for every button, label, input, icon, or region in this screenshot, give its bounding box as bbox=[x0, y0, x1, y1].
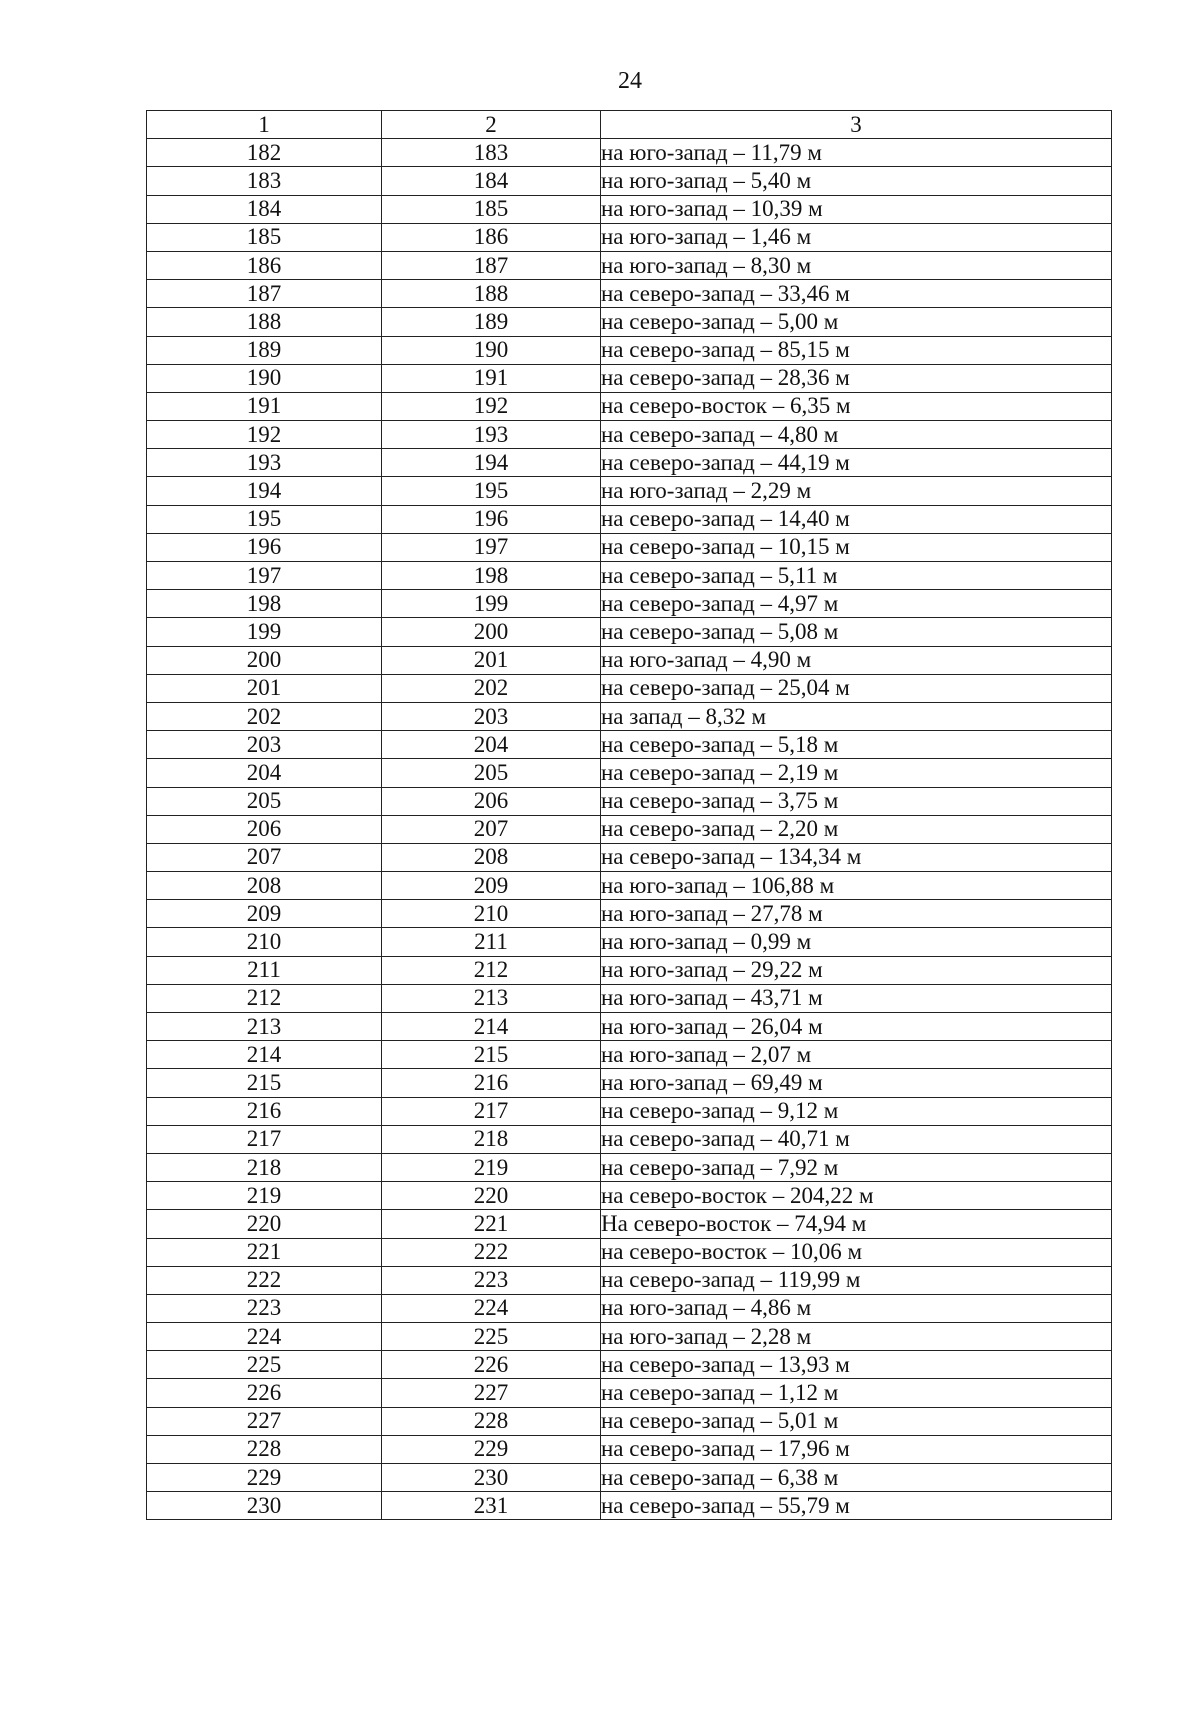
direction-distance-cell: на северо-восток – 6,35 м bbox=[601, 392, 1112, 420]
table-row bbox=[147, 195, 1112, 223]
to-point-cell: 185 bbox=[382, 195, 601, 223]
table-row bbox=[147, 928, 1112, 956]
direction-distance-cell: на запад – 8,32 м bbox=[601, 702, 1112, 730]
table-row bbox=[147, 308, 1112, 336]
to-point-cell: 228 bbox=[382, 1407, 601, 1435]
direction-distance-cell: на северо-запад – 5,08 м bbox=[601, 618, 1112, 646]
to-point-cell: 205 bbox=[382, 759, 601, 787]
from-point-cell: 197 bbox=[147, 562, 382, 590]
column-header-2: 2 bbox=[382, 111, 601, 139]
direction-distance-cell: на северо-запад – 3,75 м bbox=[601, 787, 1112, 815]
to-point-cell: 193 bbox=[382, 421, 601, 449]
from-point-cell: 196 bbox=[147, 533, 382, 561]
from-point-cell: 221 bbox=[147, 1238, 382, 1266]
from-point-cell: 224 bbox=[147, 1323, 382, 1351]
to-point-cell: 206 bbox=[382, 787, 601, 815]
from-point-cell: 203 bbox=[147, 731, 382, 759]
table-row bbox=[147, 562, 1112, 590]
table-row bbox=[147, 477, 1112, 505]
direction-distance-cell: на северо-запад – 14,40 м bbox=[601, 505, 1112, 533]
direction-distance-cell: на северо-запад – 17,96 м bbox=[601, 1435, 1112, 1463]
to-point-cell: 227 bbox=[382, 1379, 601, 1407]
to-point-cell: 209 bbox=[382, 872, 601, 900]
from-point-cell: 218 bbox=[147, 1153, 382, 1181]
to-point-cell: 213 bbox=[382, 984, 601, 1012]
direction-distance-cell: на северо-восток – 204,22 м bbox=[601, 1182, 1112, 1210]
table-row bbox=[147, 590, 1112, 618]
to-point-cell: 217 bbox=[382, 1097, 601, 1125]
from-point-cell: 219 bbox=[147, 1182, 382, 1210]
to-point-cell: 210 bbox=[382, 900, 601, 928]
from-point-cell: 199 bbox=[147, 618, 382, 646]
from-point-cell: 223 bbox=[147, 1294, 382, 1322]
from-point-cell: 198 bbox=[147, 590, 382, 618]
direction-distance-cell: на северо-запад – 4,80 м bbox=[601, 421, 1112, 449]
direction-distance-cell: на северо-запад – 25,04 м bbox=[601, 674, 1112, 702]
table-row bbox=[147, 787, 1112, 815]
from-point-cell: 186 bbox=[147, 251, 382, 279]
to-point-cell: 201 bbox=[382, 646, 601, 674]
to-point-cell: 224 bbox=[382, 1294, 601, 1322]
direction-distance-cell: на северо-запад – 40,71 м bbox=[601, 1125, 1112, 1153]
direction-distance-cell: на юго-запад – 1,46 м bbox=[601, 223, 1112, 251]
table-row bbox=[147, 1153, 1112, 1181]
direction-distance-cell: на юго-запад – 10,39 м bbox=[601, 195, 1112, 223]
direction-distance-cell: на северо-запад – 44,19 м bbox=[601, 449, 1112, 477]
to-point-cell: 188 bbox=[382, 280, 601, 308]
direction-distance-cell: на северо-запад – 7,92 м bbox=[601, 1153, 1112, 1181]
direction-distance-cell: на северо-запад – 6,38 м bbox=[601, 1464, 1112, 1492]
to-point-cell: 211 bbox=[382, 928, 601, 956]
from-point-cell: 204 bbox=[147, 759, 382, 787]
to-point-cell: 215 bbox=[382, 1041, 601, 1069]
from-point-cell: 211 bbox=[147, 956, 382, 984]
table-row bbox=[147, 1125, 1112, 1153]
from-point-cell: 213 bbox=[147, 1013, 382, 1041]
from-point-cell: 205 bbox=[147, 787, 382, 815]
direction-distance-cell: на юго-запад – 2,07 м bbox=[601, 1041, 1112, 1069]
from-point-cell: 230 bbox=[147, 1492, 382, 1520]
to-point-cell: 212 bbox=[382, 956, 601, 984]
direction-distance-cell: на северо-запад – 9,12 м bbox=[601, 1097, 1112, 1125]
table-row bbox=[147, 1097, 1112, 1125]
direction-distance-cell: на юго-запад – 2,28 м bbox=[601, 1323, 1112, 1351]
to-point-cell: 203 bbox=[382, 702, 601, 730]
to-point-cell: 186 bbox=[382, 223, 601, 251]
from-point-cell: 227 bbox=[147, 1407, 382, 1435]
table-row bbox=[147, 392, 1112, 420]
from-point-cell: 212 bbox=[147, 984, 382, 1012]
from-point-cell: 208 bbox=[147, 872, 382, 900]
from-point-cell: 195 bbox=[147, 505, 382, 533]
to-point-cell: 199 bbox=[382, 590, 601, 618]
direction-distance-cell: на юго-запад – 29,22 м bbox=[601, 956, 1112, 984]
to-point-cell: 196 bbox=[382, 505, 601, 533]
to-point-cell: 192 bbox=[382, 392, 601, 420]
direction-distance-cell: на северо-запад – 5,18 м bbox=[601, 731, 1112, 759]
table-row bbox=[147, 533, 1112, 561]
direction-distance-cell: на северо-запад – 2,19 м bbox=[601, 759, 1112, 787]
direction-distance-cell: на северо-запад – 28,36 м bbox=[601, 364, 1112, 392]
from-point-cell: 214 bbox=[147, 1041, 382, 1069]
to-point-cell: 189 bbox=[382, 308, 601, 336]
table-row bbox=[147, 1323, 1112, 1351]
from-point-cell: 190 bbox=[147, 364, 382, 392]
direction-distance-cell: на юго-запад – 69,49 м bbox=[601, 1069, 1112, 1097]
from-point-cell: 185 bbox=[147, 223, 382, 251]
direction-distance-cell: На северо-восток – 74,94 м bbox=[601, 1210, 1112, 1238]
page-number: 24 bbox=[618, 68, 642, 94]
to-point-cell: 216 bbox=[382, 1069, 601, 1097]
from-point-cell: 194 bbox=[147, 477, 382, 505]
direction-distance-cell: на юго-запад – 106,88 м bbox=[601, 872, 1112, 900]
direction-distance-cell: на юго-запад – 4,86 м bbox=[601, 1294, 1112, 1322]
to-point-cell: 229 bbox=[382, 1435, 601, 1463]
direction-distance-cell: на северо-запад – 85,15 м bbox=[601, 336, 1112, 364]
to-point-cell: 195 bbox=[382, 477, 601, 505]
direction-distance-cell: на юго-запад – 26,04 м bbox=[601, 1013, 1112, 1041]
direction-distance-cell: на северо-запад – 2,20 м bbox=[601, 815, 1112, 843]
table-row bbox=[147, 1379, 1112, 1407]
table-row bbox=[147, 449, 1112, 477]
to-point-cell: 197 bbox=[382, 533, 601, 561]
table-row bbox=[147, 1351, 1112, 1379]
table-row bbox=[147, 872, 1112, 900]
from-point-cell: 184 bbox=[147, 195, 382, 223]
to-point-cell: 194 bbox=[382, 449, 601, 477]
to-point-cell: 220 bbox=[382, 1182, 601, 1210]
to-point-cell: 191 bbox=[382, 364, 601, 392]
table-row bbox=[147, 759, 1112, 787]
from-point-cell: 191 bbox=[147, 392, 382, 420]
to-point-cell: 184 bbox=[382, 167, 601, 195]
table-row bbox=[147, 1210, 1112, 1238]
direction-distance-cell: на северо-восток – 10,06 м bbox=[601, 1238, 1112, 1266]
from-point-cell: 183 bbox=[147, 167, 382, 195]
direction-distance-cell: на северо-запад – 33,46 м bbox=[601, 280, 1112, 308]
from-point-cell: 222 bbox=[147, 1266, 382, 1294]
from-point-cell: 182 bbox=[147, 139, 382, 167]
direction-distance-cell: на северо-запад – 4,97 м bbox=[601, 590, 1112, 618]
from-point-cell: 201 bbox=[147, 674, 382, 702]
table-row bbox=[147, 1407, 1112, 1435]
to-point-cell: 190 bbox=[382, 336, 601, 364]
table-row bbox=[147, 1464, 1112, 1492]
direction-distance-cell: на юго-запад – 4,90 м bbox=[601, 646, 1112, 674]
to-point-cell: 204 bbox=[382, 731, 601, 759]
from-point-cell: 217 bbox=[147, 1125, 382, 1153]
from-point-cell: 187 bbox=[147, 280, 382, 308]
direction-distance-cell: на юго-запад – 27,78 м bbox=[601, 900, 1112, 928]
direction-distance-cell: на северо-запад – 55,79 м bbox=[601, 1492, 1112, 1520]
from-point-cell: 228 bbox=[147, 1435, 382, 1463]
direction-distance-cell: на юго-запад – 5,40 м bbox=[601, 167, 1112, 195]
from-point-cell: 225 bbox=[147, 1351, 382, 1379]
direction-distance-cell: на северо-запад – 1,12 м bbox=[601, 1379, 1112, 1407]
table-row bbox=[147, 1435, 1112, 1463]
table-row bbox=[147, 223, 1112, 251]
table-row bbox=[147, 646, 1112, 674]
from-point-cell: 192 bbox=[147, 421, 382, 449]
from-point-cell: 202 bbox=[147, 702, 382, 730]
from-point-cell: 189 bbox=[147, 336, 382, 364]
to-point-cell: 202 bbox=[382, 674, 601, 702]
boundary-points-table bbox=[146, 110, 1112, 1520]
to-point-cell: 187 bbox=[382, 251, 601, 279]
direction-distance-cell: на северо-запад – 134,34 м bbox=[601, 843, 1112, 871]
direction-distance-cell: на северо-запад – 119,99 м bbox=[601, 1266, 1112, 1294]
to-point-cell: 183 bbox=[382, 139, 601, 167]
table-row bbox=[147, 1266, 1112, 1294]
table-row bbox=[147, 139, 1112, 167]
to-point-cell: 222 bbox=[382, 1238, 601, 1266]
to-point-cell: 225 bbox=[382, 1323, 601, 1351]
table-row bbox=[147, 280, 1112, 308]
direction-distance-cell: на юго-запад – 43,71 м bbox=[601, 984, 1112, 1012]
table-row bbox=[147, 421, 1112, 449]
direction-distance-cell: на северо-запад – 5,00 м bbox=[601, 308, 1112, 336]
direction-distance-cell: на юго-запад – 0,99 м bbox=[601, 928, 1112, 956]
table-row bbox=[147, 1013, 1112, 1041]
direction-distance-cell: на юго-запад – 11,79 м bbox=[601, 139, 1112, 167]
from-point-cell: 216 bbox=[147, 1097, 382, 1125]
from-point-cell: 210 bbox=[147, 928, 382, 956]
table-row bbox=[147, 1492, 1112, 1520]
direction-distance-cell: на юго-запад – 2,29 м bbox=[601, 477, 1112, 505]
to-point-cell: 218 bbox=[382, 1125, 601, 1153]
table-row bbox=[147, 1182, 1112, 1210]
table-row bbox=[147, 1041, 1112, 1069]
table-row bbox=[147, 984, 1112, 1012]
from-point-cell: 207 bbox=[147, 843, 382, 871]
from-point-cell: 193 bbox=[147, 449, 382, 477]
to-point-cell: 207 bbox=[382, 815, 601, 843]
column-header-1: 1 bbox=[147, 111, 382, 139]
to-point-cell: 214 bbox=[382, 1013, 601, 1041]
from-point-cell: 209 bbox=[147, 900, 382, 928]
to-point-cell: 226 bbox=[382, 1351, 601, 1379]
table-row bbox=[147, 674, 1112, 702]
to-point-cell: 198 bbox=[382, 562, 601, 590]
table-row bbox=[147, 618, 1112, 646]
from-point-cell: 200 bbox=[147, 646, 382, 674]
table-row bbox=[147, 900, 1112, 928]
direction-distance-cell: на северо-запад – 13,93 м bbox=[601, 1351, 1112, 1379]
from-point-cell: 215 bbox=[147, 1069, 382, 1097]
to-point-cell: 230 bbox=[382, 1464, 601, 1492]
table-row bbox=[147, 167, 1112, 195]
table-row bbox=[147, 364, 1112, 392]
table-row bbox=[147, 702, 1112, 730]
from-point-cell: 226 bbox=[147, 1379, 382, 1407]
table-row bbox=[147, 1069, 1112, 1097]
from-point-cell: 188 bbox=[147, 308, 382, 336]
table-row bbox=[147, 815, 1112, 843]
table-header-row bbox=[147, 111, 1112, 139]
direction-distance-cell: на северо-запад – 5,01 м bbox=[601, 1407, 1112, 1435]
from-point-cell: 206 bbox=[147, 815, 382, 843]
column-header-3: 3 bbox=[601, 111, 1112, 139]
table-row bbox=[147, 956, 1112, 984]
to-point-cell: 223 bbox=[382, 1266, 601, 1294]
table-row bbox=[147, 843, 1112, 871]
from-point-cell: 220 bbox=[147, 1210, 382, 1238]
direction-distance-cell: на юго-запад – 8,30 м bbox=[601, 251, 1112, 279]
table-row bbox=[147, 1294, 1112, 1322]
table-row bbox=[147, 505, 1112, 533]
direction-distance-cell: на северо-запад – 10,15 м bbox=[601, 533, 1112, 561]
table-row bbox=[147, 251, 1112, 279]
to-point-cell: 200 bbox=[382, 618, 601, 646]
table-row bbox=[147, 731, 1112, 759]
table-row bbox=[147, 1238, 1112, 1266]
to-point-cell: 219 bbox=[382, 1153, 601, 1181]
table-row bbox=[147, 336, 1112, 364]
direction-distance-cell: на северо-запад – 5,11 м bbox=[601, 562, 1112, 590]
to-point-cell: 208 bbox=[382, 843, 601, 871]
to-point-cell: 231 bbox=[382, 1492, 601, 1520]
table-body bbox=[147, 111, 1112, 1520]
from-point-cell: 229 bbox=[147, 1464, 382, 1492]
to-point-cell: 221 bbox=[382, 1210, 601, 1238]
